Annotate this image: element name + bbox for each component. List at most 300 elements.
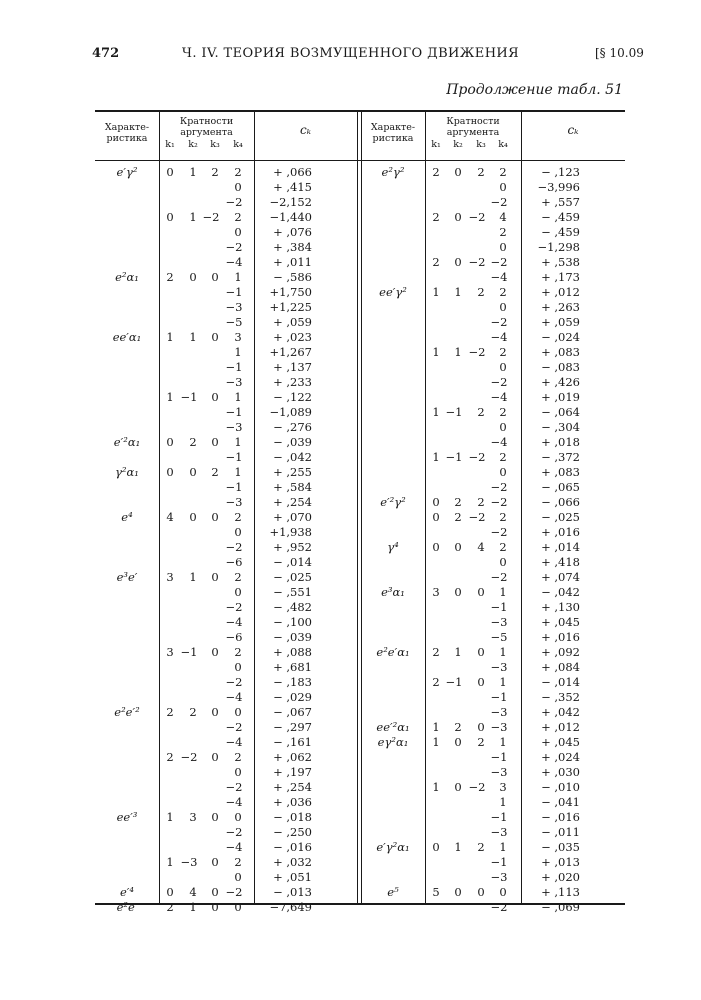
- multiplicity-k4: 1: [234, 465, 242, 479]
- multiplicity-k4: 0: [499, 180, 507, 194]
- coefficient-value: − ,039: [273, 435, 312, 449]
- characteristic-label: e²e′²: [114, 705, 140, 719]
- coefficient-value: − ,069: [541, 900, 580, 914]
- multiplicity-k4: 1: [499, 675, 507, 689]
- multiplicity-k2: −1: [180, 645, 198, 659]
- coefficient-value: + ,254: [273, 495, 312, 509]
- coefficient-value: + ,020: [541, 870, 580, 884]
- multiplicity-k4: 0: [499, 465, 507, 479]
- multiplicity-k4: 0: [499, 360, 507, 374]
- multiplicity-k3: 0: [211, 510, 219, 524]
- characteristic-label: ee′α₁: [112, 330, 142, 344]
- multiplicity-k2: 0: [454, 255, 462, 269]
- coefficient-value: − ,039: [273, 630, 312, 644]
- multiplicity-k2: 0: [454, 585, 462, 599]
- header-characteristic: Характе- ристика: [104, 122, 150, 144]
- multiplicity-k3: 2: [211, 465, 219, 479]
- header-k2: k₂: [188, 139, 198, 150]
- coefficient-value: − ,042: [273, 450, 312, 464]
- multiplicity-k2: −1: [445, 450, 463, 464]
- multiplicity-k4: −2: [490, 315, 508, 329]
- multiplicity-k3: −2: [468, 210, 486, 224]
- multiplicity-k1: 1: [432, 405, 440, 419]
- multiplicity-k4: −3: [490, 720, 508, 734]
- header-ck: cₖ: [299, 123, 312, 137]
- multiplicity-k4: 0: [499, 555, 507, 569]
- multiplicity-k4: −2: [225, 675, 243, 689]
- coefficient-value: +1,267: [269, 345, 312, 359]
- coefficient-value: + ,584: [273, 480, 312, 494]
- characteristic-label: e′⁴: [119, 885, 135, 899]
- coefficient-value: + ,013: [541, 855, 580, 869]
- coefficient-value: + ,538: [541, 255, 580, 269]
- multiplicity-k4: 1: [499, 795, 507, 809]
- multiplicity-k3: 0: [477, 585, 485, 599]
- characteristic-label: e²e′α₁: [376, 645, 410, 659]
- multiplicity-k4: 1: [499, 585, 507, 599]
- coefficient-value: + ,024: [541, 750, 580, 764]
- coefficient-value: − ,100: [273, 615, 312, 629]
- multiplicity-k2: 1: [189, 330, 197, 344]
- multiplicity-k4: 2: [234, 210, 242, 224]
- multiplicity-k4: −1: [490, 690, 508, 704]
- coefficient-value: −1,298: [537, 240, 580, 254]
- coefficient-value: − ,123: [541, 165, 580, 179]
- coefficient-value: − ,011: [541, 825, 580, 839]
- multiplicity-k4: −1: [225, 360, 243, 374]
- header-k1: k₁: [431, 139, 441, 150]
- multiplicity-k2: 3: [189, 810, 197, 824]
- multiplicity-k4: 3: [499, 780, 507, 794]
- multiplicity-k4: 0: [234, 765, 242, 779]
- coefficient-value: + ,173: [541, 270, 580, 284]
- multiplicity-k3: −2: [468, 345, 486, 359]
- table-column-divider: [159, 110, 160, 903]
- multiplicity-k1: 2: [432, 210, 440, 224]
- coefficient-value: − ,042: [541, 585, 580, 599]
- multiplicity-k3: 0: [211, 855, 219, 869]
- multiplicity-k2: 0: [454, 885, 462, 899]
- multiplicity-k2: 2: [454, 510, 462, 524]
- multiplicity-k4: 0: [234, 810, 242, 824]
- multiplicity-k1: 0: [166, 435, 174, 449]
- multiplicity-k1: 3: [432, 585, 440, 599]
- characteristic-label: e³e′: [116, 570, 138, 584]
- multiplicity-k4: −2: [225, 885, 243, 899]
- multiplicity-k1: 2: [432, 255, 440, 269]
- multiplicity-k2: 2: [189, 705, 197, 719]
- multiplicity-k4: 2: [234, 750, 242, 764]
- coefficient-value: + ,070: [273, 510, 312, 524]
- multiplicity-k1: 0: [166, 165, 174, 179]
- section-reference: [§ 10.09: [595, 46, 644, 60]
- coefficient-value: + ,137: [273, 360, 312, 374]
- coefficient-value: + ,557: [541, 195, 580, 209]
- header-characteristic: Характе- ристика: [370, 122, 416, 144]
- coefficient-value: + ,074: [541, 570, 580, 584]
- multiplicity-k4: 2: [234, 645, 242, 659]
- coefficient-value: + ,255: [273, 465, 312, 479]
- coefficient-value: −2,152: [269, 195, 312, 209]
- multiplicity-k4: 1: [234, 390, 242, 404]
- multiplicity-k4: 0: [499, 300, 507, 314]
- characteristic-label: e′²α₁: [113, 435, 141, 449]
- multiplicity-k3: 2: [477, 735, 485, 749]
- multiplicity-k4: −2: [490, 480, 508, 494]
- multiplicity-k4: −4: [490, 270, 508, 284]
- multiplicity-k4: 0: [499, 420, 507, 434]
- multiplicity-k3: 0: [211, 390, 219, 404]
- coefficient-value: +1,938: [269, 525, 312, 539]
- table-center-divider: [357, 110, 358, 903]
- coefficient-value: +1,750: [269, 285, 312, 299]
- coefficient-value: + ,045: [541, 735, 580, 749]
- coefficient-value: − ,250: [273, 825, 312, 839]
- multiplicity-k4: −3: [490, 870, 508, 884]
- multiplicity-k4: 0: [234, 585, 242, 599]
- multiplicity-k4: −4: [490, 390, 508, 404]
- coefficient-value: − ,586: [273, 270, 312, 284]
- coefficient-value: + ,681: [273, 660, 312, 674]
- characteristic-label: ee′³: [116, 810, 138, 824]
- characteristic-label: ee′²α₁: [376, 720, 410, 734]
- multiplicity-k2: 0: [454, 210, 462, 224]
- multiplicity-k4: 0: [234, 225, 242, 239]
- multiplicity-k4: −4: [225, 690, 243, 704]
- coefficient-value: − ,064: [541, 405, 580, 419]
- multiplicity-k4: −1: [490, 600, 508, 614]
- multiplicity-k3: 2: [477, 165, 485, 179]
- coefficient-value: + ,011: [273, 255, 312, 269]
- coefficient-value: + ,016: [541, 630, 580, 644]
- multiplicity-k4: 2: [234, 510, 242, 524]
- multiplicity-k2: −1: [445, 405, 463, 419]
- multiplicity-k4: 0: [234, 180, 242, 194]
- coefficient-value: −3,996: [537, 180, 580, 194]
- multiplicity-k3: 0: [211, 900, 219, 914]
- coefficient-value: + ,418: [541, 555, 580, 569]
- multiplicity-k4: −2: [490, 570, 508, 584]
- characteristic-label: e⁵: [387, 885, 399, 899]
- coefficient-value: + ,012: [541, 720, 580, 734]
- multiplicity-k1: 1: [432, 720, 440, 734]
- multiplicity-k4: 2: [499, 165, 507, 179]
- multiplicity-k1: 0: [432, 510, 440, 524]
- multiplicity-k4: −2: [225, 825, 243, 839]
- coefficient-value: + ,066: [273, 165, 312, 179]
- multiplicity-k1: 2: [432, 675, 440, 689]
- multiplicity-k4: −2: [490, 495, 508, 509]
- coefficient-value: − ,459: [541, 210, 580, 224]
- coefficient-value: + ,088: [273, 645, 312, 659]
- multiplicity-k4: −2: [225, 540, 243, 554]
- coefficient-value: + ,092: [541, 645, 580, 659]
- multiplicity-k2: 1: [189, 570, 197, 584]
- multiplicity-k2: 1: [189, 210, 197, 224]
- multiplicity-k4: −4: [490, 330, 508, 344]
- multiplicity-k1: 1: [166, 855, 174, 869]
- coefficient-value: + ,083: [541, 465, 580, 479]
- coefficient-value: + ,083: [541, 345, 580, 359]
- coefficient-value: − ,016: [273, 840, 312, 854]
- coefficient-value: − ,035: [541, 840, 580, 854]
- multiplicity-k3: 2: [477, 285, 485, 299]
- multiplicity-k1: 0: [166, 210, 174, 224]
- characteristic-label: γ²α₁: [115, 465, 139, 479]
- multiplicity-k4: −2: [490, 255, 508, 269]
- coefficient-value: + ,952: [273, 540, 312, 554]
- header-k4: k₄: [498, 139, 508, 150]
- multiplicity-k3: 0: [477, 645, 485, 659]
- multiplicity-k2: 0: [189, 510, 197, 524]
- multiplicity-k1: 2: [432, 165, 440, 179]
- multiplicity-k4: −1: [490, 810, 508, 824]
- multiplicity-k4: 1: [234, 345, 242, 359]
- multiplicity-k2: 1: [454, 840, 462, 854]
- multiplicity-k4: −4: [225, 795, 243, 809]
- multiplicity-k1: 1: [432, 735, 440, 749]
- coefficient-value: − ,013: [273, 885, 312, 899]
- multiplicity-k4: −3: [225, 495, 243, 509]
- multiplicity-k4: 3: [234, 330, 242, 344]
- characteristic-label: eγ²α₁: [377, 735, 409, 749]
- multiplicity-k2: 0: [189, 465, 197, 479]
- multiplicity-k1: 0: [166, 885, 174, 899]
- multiplicity-k4: −2: [225, 600, 243, 614]
- multiplicity-k1: 1: [166, 810, 174, 824]
- multiplicity-k4: −3: [225, 375, 243, 389]
- multiplicity-k4: 0: [234, 900, 242, 914]
- coefficient-value: − ,297: [273, 720, 312, 734]
- characteristic-label: γ⁴: [387, 540, 399, 554]
- multiplicity-k1: 3: [166, 645, 174, 659]
- coefficient-value: + ,036: [273, 795, 312, 809]
- multiplicity-k2: 2: [454, 720, 462, 734]
- coefficient-value: + ,016: [541, 525, 580, 539]
- coefficient-value: + ,254: [273, 780, 312, 794]
- multiplicity-k4: 4: [499, 210, 507, 224]
- multiplicity-k1: 0: [432, 540, 440, 554]
- characteristic-label: ee′γ²: [379, 285, 407, 299]
- multiplicity-k3: 0: [211, 645, 219, 659]
- multiplicity-k4: −2: [225, 195, 243, 209]
- coefficient-value: − ,067: [273, 705, 312, 719]
- coefficient-value: − ,276: [273, 420, 312, 434]
- coefficient-value: − ,066: [541, 495, 580, 509]
- header-k3: k₃: [476, 139, 486, 150]
- multiplicity-k4: −4: [225, 615, 243, 629]
- multiplicity-k2: −1: [445, 675, 463, 689]
- multiplicity-k1: 1: [166, 330, 174, 344]
- coefficient-value: + ,113: [541, 885, 580, 899]
- multiplicity-k4: −4: [225, 840, 243, 854]
- running-title: Ч. IV. ТЕОРИЯ ВОЗМУЩЕННОГО ДВИЖЕНИЯ: [181, 46, 520, 61]
- multiplicity-k4: 2: [234, 570, 242, 584]
- multiplicity-k3: 0: [211, 750, 219, 764]
- multiplicity-k4: 0: [234, 870, 242, 884]
- characteristic-label: e³α₁: [381, 585, 405, 599]
- coefficient-value: + ,084: [541, 660, 580, 674]
- multiplicity-k4: −2: [490, 195, 508, 209]
- multiplicity-k4: −5: [225, 315, 243, 329]
- coefficient-value: + ,415: [273, 180, 312, 194]
- coefficient-value: + ,059: [541, 315, 580, 329]
- characteristic-label: e²α₁: [115, 270, 139, 284]
- multiplicity-k2: 0: [454, 165, 462, 179]
- multiplicity-k4: −2: [490, 375, 508, 389]
- characteristic-label: e⁴: [121, 510, 133, 524]
- multiplicity-k1: 1: [166, 390, 174, 404]
- header-k1: k₁: [165, 139, 175, 150]
- multiplicity-k2: 1: [189, 165, 197, 179]
- multiplicity-k3: 4: [477, 540, 485, 554]
- multiplicity-k2: 1: [454, 285, 462, 299]
- characteristic-label: e′²γ²: [380, 495, 406, 509]
- multiplicity-k3: −2: [468, 510, 486, 524]
- multiplicity-k1: 1: [432, 345, 440, 359]
- multiplicity-k3: 0: [211, 330, 219, 344]
- multiplicity-k3: −2: [468, 780, 486, 794]
- page-number: 472: [92, 46, 120, 61]
- coefficient-value: + ,384: [273, 240, 312, 254]
- coefficient-value: + ,014: [541, 540, 580, 554]
- multiplicity-k1: 0: [432, 495, 440, 509]
- multiplicity-k4: 2: [499, 405, 507, 419]
- coefficient-value: − ,304: [541, 420, 580, 434]
- coefficient-value: − ,482: [273, 600, 312, 614]
- multiplicity-k4: −1: [490, 750, 508, 764]
- multiplicity-k1: 3: [166, 570, 174, 584]
- multiplicity-k3: 0: [211, 270, 219, 284]
- multiplicity-k4: −2: [225, 240, 243, 254]
- multiplicity-k4: 0: [234, 660, 242, 674]
- multiplicity-k4: −2: [225, 780, 243, 794]
- coefficient-value: + ,012: [541, 285, 580, 299]
- multiplicity-k4: 0: [234, 525, 242, 539]
- coefficient-value: −1,440: [269, 210, 312, 224]
- multiplicity-k3: 0: [211, 705, 219, 719]
- multiplicity-k4: −3: [490, 825, 508, 839]
- multiplicity-k3: 2: [211, 165, 219, 179]
- multiplicity-k1: 4: [166, 510, 174, 524]
- multiplicity-k4: 2: [499, 345, 507, 359]
- multiplicity-k1: 2: [166, 705, 174, 719]
- multiplicity-k2: 1: [454, 345, 462, 359]
- multiplicity-k1: 0: [166, 465, 174, 479]
- multiplicity-k3: 0: [211, 570, 219, 584]
- coefficient-value: + ,019: [541, 390, 580, 404]
- multiplicity-k2: 0: [454, 780, 462, 794]
- coefficient-value: + ,018: [541, 435, 580, 449]
- multiplicity-k2: 1: [454, 645, 462, 659]
- multiplicity-k4: 1: [499, 840, 507, 854]
- coefficient-value: −7,649: [269, 900, 312, 914]
- coefficient-value: + ,233: [273, 375, 312, 389]
- multiplicity-k1: 1: [432, 285, 440, 299]
- multiplicity-k4: 2: [499, 450, 507, 464]
- multiplicity-k3: 2: [477, 495, 485, 509]
- multiplicity-k1: 2: [432, 645, 440, 659]
- coefficient-value: +1,225: [269, 300, 312, 314]
- characteristic-label: e²γ²: [381, 165, 405, 179]
- multiplicity-k1: 2: [166, 270, 174, 284]
- header-k4: k₄: [233, 139, 243, 150]
- multiplicity-k1: 1: [432, 450, 440, 464]
- multiplicity-k3: −2: [468, 255, 486, 269]
- coefficient-value: −1,089: [269, 405, 312, 419]
- multiplicity-k4: −3: [490, 705, 508, 719]
- multiplicity-k4: −1: [225, 285, 243, 299]
- multiplicity-k1: 2: [166, 750, 174, 764]
- multiplicity-k2: −2: [180, 750, 198, 764]
- multiplicity-k3: 0: [211, 885, 219, 899]
- multiplicity-k2: 2: [189, 435, 197, 449]
- multiplicity-k3: −2: [468, 450, 486, 464]
- multiplicity-k4: 2: [499, 510, 507, 524]
- coefficient-value: − ,025: [273, 570, 312, 584]
- coefficient-value: + ,076: [273, 225, 312, 239]
- multiplicity-k4: 2: [499, 540, 507, 554]
- table-header-rule: [95, 160, 625, 161]
- multiplicity-k3: 0: [211, 810, 219, 824]
- multiplicity-k4: 0: [499, 885, 507, 899]
- multiplicity-k1: 5: [432, 885, 440, 899]
- header-multiplicity: Кратности аргумента: [179, 116, 234, 138]
- coefficient-value: − ,029: [273, 690, 312, 704]
- coefficient-value: + ,130: [541, 600, 580, 614]
- header-multiplicity: Кратности аргумента: [446, 116, 500, 138]
- multiplicity-k4: −1: [225, 450, 243, 464]
- multiplicity-k4: −3: [225, 420, 243, 434]
- multiplicity-k4: −4: [225, 255, 243, 269]
- multiplicity-k3: 0: [211, 435, 219, 449]
- coefficient-value: + ,062: [273, 750, 312, 764]
- multiplicity-k2: 2: [454, 495, 462, 509]
- multiplicity-k3: 0: [477, 885, 485, 899]
- multiplicity-k4: −3: [490, 615, 508, 629]
- coefficient-value: − ,024: [541, 330, 580, 344]
- multiplicity-k4: −1: [225, 405, 243, 419]
- multiplicity-k1: 2: [166, 900, 174, 914]
- coefficient-value: − ,018: [273, 810, 312, 824]
- multiplicity-k2: 0: [454, 540, 462, 554]
- coefficient-value: + ,023: [273, 330, 312, 344]
- coefficient-value: + ,263: [541, 300, 580, 314]
- coefficient-value: + ,042: [541, 705, 580, 719]
- multiplicity-k3: 0: [477, 675, 485, 689]
- coefficient-value: + ,197: [273, 765, 312, 779]
- multiplicity-k4: −5: [490, 630, 508, 644]
- coefficient-value: − ,161: [273, 735, 312, 749]
- header-ck: cₖ: [567, 123, 579, 137]
- multiplicity-k4: 0: [234, 705, 242, 719]
- coefficient-value: − ,025: [541, 510, 580, 524]
- multiplicity-k4: 2: [234, 165, 242, 179]
- coefficient-value: + ,051: [273, 870, 312, 884]
- multiplicity-k4: −2: [225, 720, 243, 734]
- coefficient-value: + ,032: [273, 855, 312, 869]
- multiplicity-k4: 0: [499, 240, 507, 254]
- multiplicity-k4: 1: [499, 735, 507, 749]
- header-k3: k₃: [210, 139, 220, 150]
- coefficient-value: + ,045: [541, 615, 580, 629]
- multiplicity-k4: −3: [225, 300, 243, 314]
- multiplicity-k4: −4: [225, 735, 243, 749]
- multiplicity-k4: −1: [490, 855, 508, 869]
- coefficient-value: + ,426: [541, 375, 580, 389]
- multiplicity-k4: 1: [499, 645, 507, 659]
- coefficient-value: + ,059: [273, 315, 312, 329]
